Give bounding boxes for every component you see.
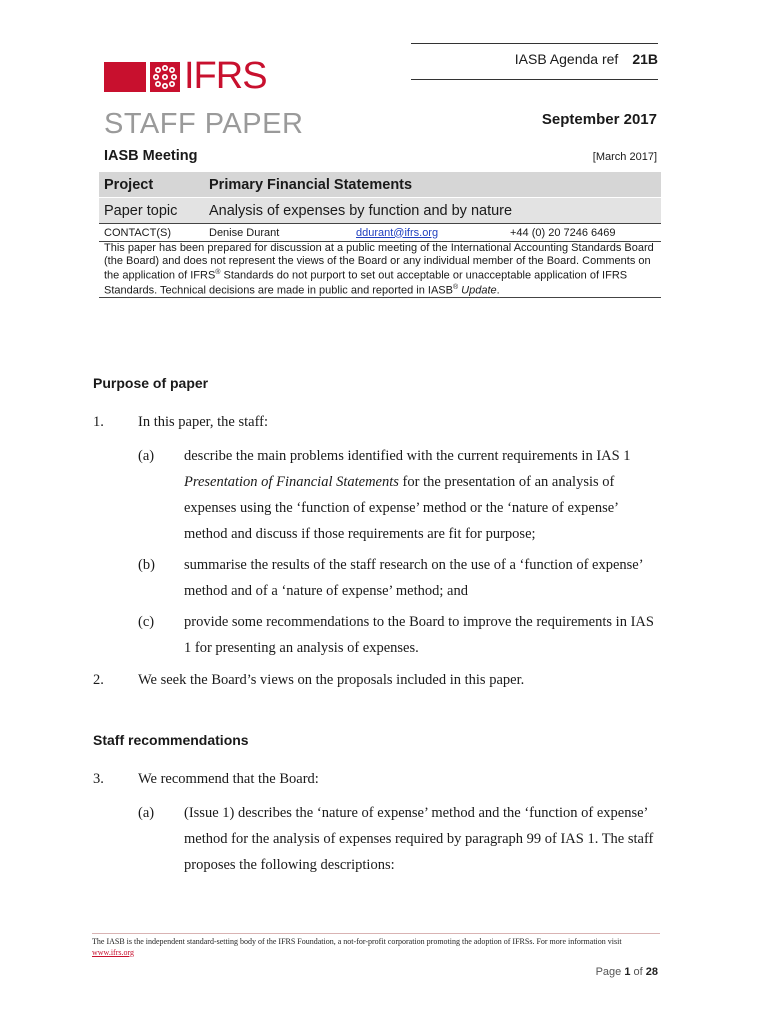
contact-row (99, 224, 661, 242)
para-1b-text: summarise the results of the staff research on the use of a ‘function of expense’ method and of a ‘nature of expense’ method; and (184, 557, 643, 599)
para-3-number: 3. (93, 771, 104, 787)
para-1c-text: provide some recommendations to the Board to improve the requirements in IAS 1 for presenting an analysis of expenses. (184, 614, 654, 656)
registered-mark-2: ® (452, 284, 459, 292)
contact-name: Denise Durant (209, 226, 280, 239)
meeting-label: IASB Meeting (104, 148, 198, 164)
footer-rule (92, 933, 660, 934)
para-1a-part-2: for the presentation of an analysis of expenses using the ‘function of expense’ method or the ‘nature of expense’ method and discuss if those requirements are fit for purpose; (184, 474, 618, 542)
footer-note-text: The IASB is the independent standard-setting body of the IFRS Foundation, a not-for-profit corporation promoting the adoption of IFRSs. For more information visit (92, 937, 622, 946)
para-2-text: We seek the Board’s views on the proposals included in this paper. (138, 672, 525, 688)
agenda-ref-code: 21B (632, 51, 658, 67)
agenda-bottom-rule (411, 79, 658, 80)
project-value: Primary Financial Statements (204, 172, 661, 198)
agenda-ref-label: IASB Agenda ref (514, 51, 619, 67)
page-label: Page (595, 966, 625, 978)
meeting-date: [March 2017] (592, 151, 657, 163)
ias1-title: Presentation of Financial Statements (184, 474, 399, 490)
contact-label: CONTACT(S) (99, 224, 204, 242)
project-row (99, 172, 661, 198)
ifrs-website-link[interactable]: www.ifrs.org (92, 948, 134, 957)
page-of: of (630, 966, 646, 978)
registered-mark: ® (215, 269, 221, 276)
paper-date: September 2017 (541, 111, 657, 128)
disclaimer-update-italic: Update (458, 284, 497, 297)
page-number (596, 966, 658, 978)
disclaimer-part-2: Standards do not purport to set out acceptable or unacceptable application of IFRS Standards. Technical decisions are made in public and reported in IASB (104, 269, 628, 297)
disclaimer-end: . (496, 284, 500, 297)
purpose-heading: Purpose of paper (93, 375, 209, 391)
para-1a-text (184, 443, 664, 547)
disclaimer-row (99, 242, 661, 298)
footer-note (92, 936, 652, 958)
project-label: Project (99, 172, 204, 198)
page-total: 28 (645, 966, 658, 978)
para-3-text: We recommend that the Board: (138, 771, 319, 787)
recommendations-heading: Staff recommendations (93, 732, 249, 748)
para-1a-label: (a) (138, 448, 155, 464)
contact-phone: +44 (0) 20 7246 6469 (510, 226, 616, 239)
page-current: 1 (624, 966, 631, 978)
para-2-number: 2. (93, 672, 104, 688)
contact-email-link[interactable]: ddurant@ifrs.org (356, 226, 439, 239)
agenda-top-rule (411, 43, 658, 44)
ifrs-logo (104, 55, 274, 97)
paper-topic-row (99, 198, 661, 224)
paper-topic-label: Paper topic (99, 198, 204, 224)
para-1c-label: (c) (138, 614, 155, 630)
para-3a-text: (Issue 1) describes the ‘nature of expense’ method and the ‘function of expense’ method for the analysis of expenses required by paragraph 99 of IAS 1. The staff proposes the following descriptions: (184, 805, 654, 873)
ifrs-emblem-icon (150, 62, 180, 92)
disclaimer-text (99, 242, 661, 298)
para-1-number: 1. (93, 414, 104, 430)
logo-wordmark: IFRS (184, 55, 267, 97)
document-type-title: STAFF PAPER (104, 108, 304, 140)
disclaimer-part-1: This paper has been prepared for discussion at a public meeting of the International Accounting Standards Board (the Board) and does not represent the views of the Board or any individual member of the Board. Comments on the application of IFRS (104, 242, 654, 282)
logo-red-bar (104, 62, 146, 92)
para-3a-label: (a) (138, 805, 155, 821)
para-1a-part-1: describe the main problems identified with the current requirements in IAS 1 (184, 448, 631, 464)
paper-info-table (99, 172, 661, 298)
para-1b-label: (b) (138, 557, 155, 573)
agenda-ref (515, 51, 658, 67)
para-1-text: In this paper, the staff: (138, 414, 269, 430)
paper-topic-value: Analysis of expenses by function and by nature (204, 198, 661, 224)
